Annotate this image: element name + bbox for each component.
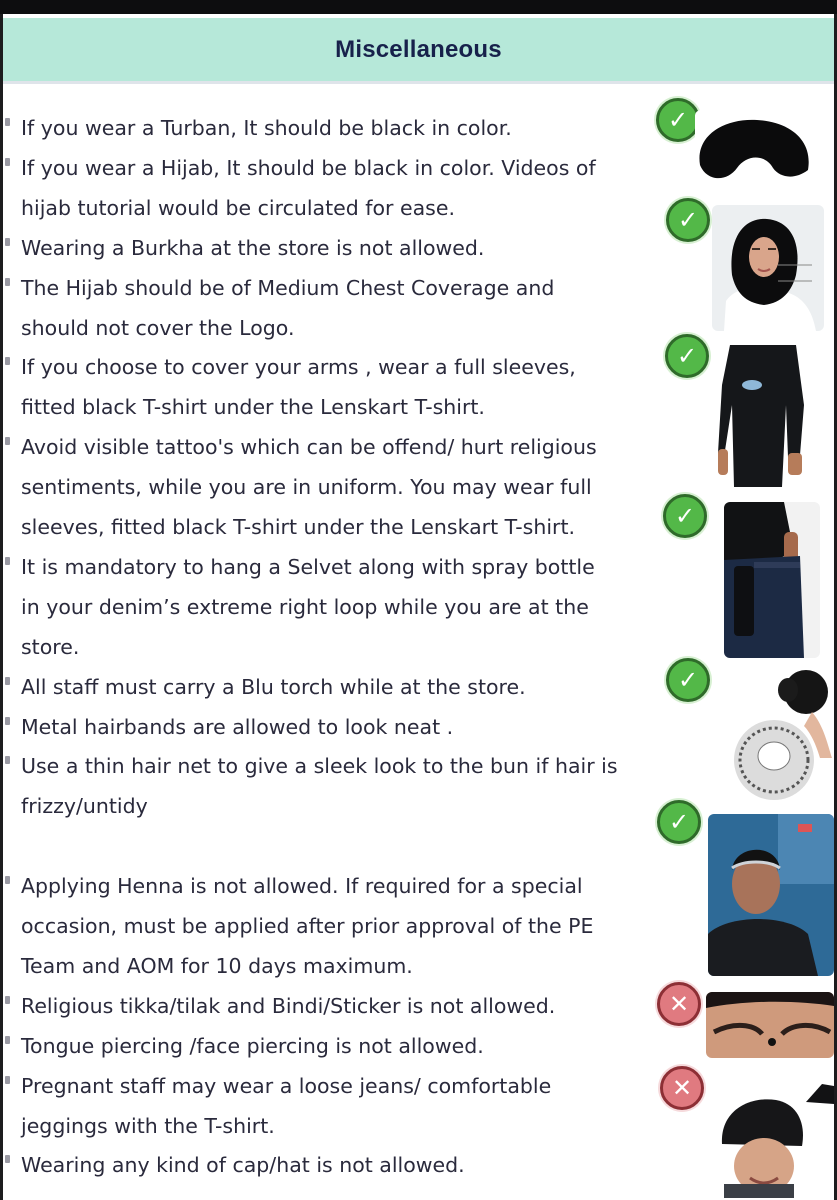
bullet-marker	[5, 717, 10, 725]
bullet-marker	[5, 756, 10, 764]
rule-line-continuation	[0, 308, 660, 348]
section-header	[3, 18, 834, 84]
rule-text: It is mandatory to hang a Selvet along with spray bottle	[21, 554, 595, 579]
page-title: Miscellaneous	[335, 35, 502, 63]
bullet-marker	[5, 437, 10, 445]
rule-line-continuation	[0, 507, 660, 547]
rule-text: Tongue piercing /face piercing is not allowed.	[21, 1033, 484, 1058]
rule-text: Pregnant staff may wear a loose jeans/ comfortable	[21, 1073, 552, 1098]
rule-text: in your denim’s extreme right loop while you are at the	[21, 594, 589, 619]
full-sleeve-shirt-image	[716, 345, 808, 487]
rule-line	[0, 427, 660, 467]
cap-hat-image	[710, 1074, 834, 1198]
rule-line-continuation	[0, 946, 660, 986]
rule-text: fitted black T-shirt under the Lenskart T-shirt.	[21, 395, 485, 420]
bullet-marker	[5, 357, 10, 365]
bullet-marker	[5, 1036, 10, 1044]
rule-text: Avoid visible tattoo's which can be offend/ hurt religious	[21, 435, 597, 460]
rule-text: Applying Henna is not allowed. If required for a special	[21, 874, 583, 899]
rule-text: occasion, must be applied after prior approval of the PE	[21, 914, 594, 938]
rule-line	[0, 986, 660, 1026]
rule-line-continuation	[0, 627, 660, 667]
rule-text: If you wear a Hijab, It should be black in color. Videos of	[21, 155, 596, 180]
rule-line-continuation	[0, 906, 660, 946]
bullet-marker	[5, 876, 10, 884]
rule-text: Wearing any kind of cap/hat is not allowed.	[21, 1153, 465, 1178]
cross-icon: ✕	[657, 982, 701, 1026]
rule-line-continuation	[0, 188, 660, 228]
bindi-forehead-image	[706, 992, 834, 1058]
check-icon: ✓	[666, 198, 710, 242]
rule-text: Religious tikka/tilak and Bindi/Sticker is not allowed.	[21, 993, 556, 1018]
rule-line	[0, 108, 660, 148]
check-icon: ✓	[663, 494, 707, 538]
rule-text: sentiments, while you are in uniform. You may wear full	[21, 475, 592, 500]
rule-text: hijab tutorial would be circulated for ease.	[21, 195, 455, 220]
rule-line	[0, 148, 660, 188]
rule-line	[0, 866, 660, 906]
rule-line	[0, 746, 660, 786]
bullet-marker	[5, 557, 10, 565]
bullet-marker	[5, 118, 10, 126]
black-hijab-image	[712, 205, 824, 331]
rule-line	[0, 347, 660, 387]
rule-line	[0, 707, 660, 747]
rule-text: Wearing a Burkha at the store is not allowed.	[21, 235, 485, 260]
rule-text: sleeves, fitted black T-shirt under the Lenskart T-shirt.	[21, 515, 576, 539]
rule-line	[0, 667, 660, 707]
rule-line-continuation	[0, 587, 660, 627]
check-icon: ✓	[666, 658, 710, 702]
bullet-marker	[5, 238, 10, 246]
bullet-marker	[5, 677, 10, 685]
rule-line	[0, 547, 660, 587]
rule-line	[0, 268, 660, 308]
rule-line-continuation	[0, 387, 660, 427]
rule-line-continuation	[0, 786, 660, 826]
rule-text: All staff must carry a Blu torch while at the store.	[21, 674, 526, 699]
rule-text: The Hijab should be of Medium Chest Coverage and	[21, 275, 555, 300]
rule-line	[0, 228, 660, 268]
hair-net-bun-image	[728, 666, 834, 812]
rule-line-continuation	[0, 826, 660, 866]
rule-text: Metal hairbands are allowed to look neat .	[21, 714, 454, 739]
hairband-man-image	[708, 814, 834, 976]
rule-text: store.	[21, 634, 80, 659]
rule-line	[0, 1026, 660, 1066]
check-icon: ✓	[656, 98, 700, 142]
rule-line	[0, 1066, 660, 1106]
rule-text: frizzy/untidy	[21, 794, 148, 819]
denim-loop-image	[724, 502, 820, 658]
rule-text: jeggings with the T-shirt.	[21, 1113, 275, 1138]
bullet-marker	[5, 996, 10, 1004]
cross-icon: ✕	[660, 1066, 704, 1110]
rule-text: If you choose to cover your arms , wear a full sleeves,	[21, 355, 576, 380]
black-turban-image	[695, 110, 815, 190]
rule-line	[0, 1145, 660, 1185]
bullet-marker	[5, 158, 10, 166]
rule-line-continuation	[0, 1106, 660, 1146]
rule-text: Use a thin hair net to give a sleek look to the bun if hair is	[21, 754, 618, 779]
top-frame-bar	[0, 0, 837, 14]
rule-text: If you wear a Turban, It should be black in color.	[21, 116, 512, 140]
bullet-marker	[5, 278, 10, 286]
bullet-marker	[5, 1155, 10, 1163]
check-icon: ✓	[665, 334, 709, 378]
bullet-marker	[5, 1076, 10, 1084]
rule-text: Team and AOM for 10 days maximum.	[21, 953, 413, 978]
check-icon: ✓	[657, 800, 701, 844]
rule-line-continuation	[0, 467, 660, 507]
rule-text: should not cover the Logo.	[21, 315, 295, 340]
